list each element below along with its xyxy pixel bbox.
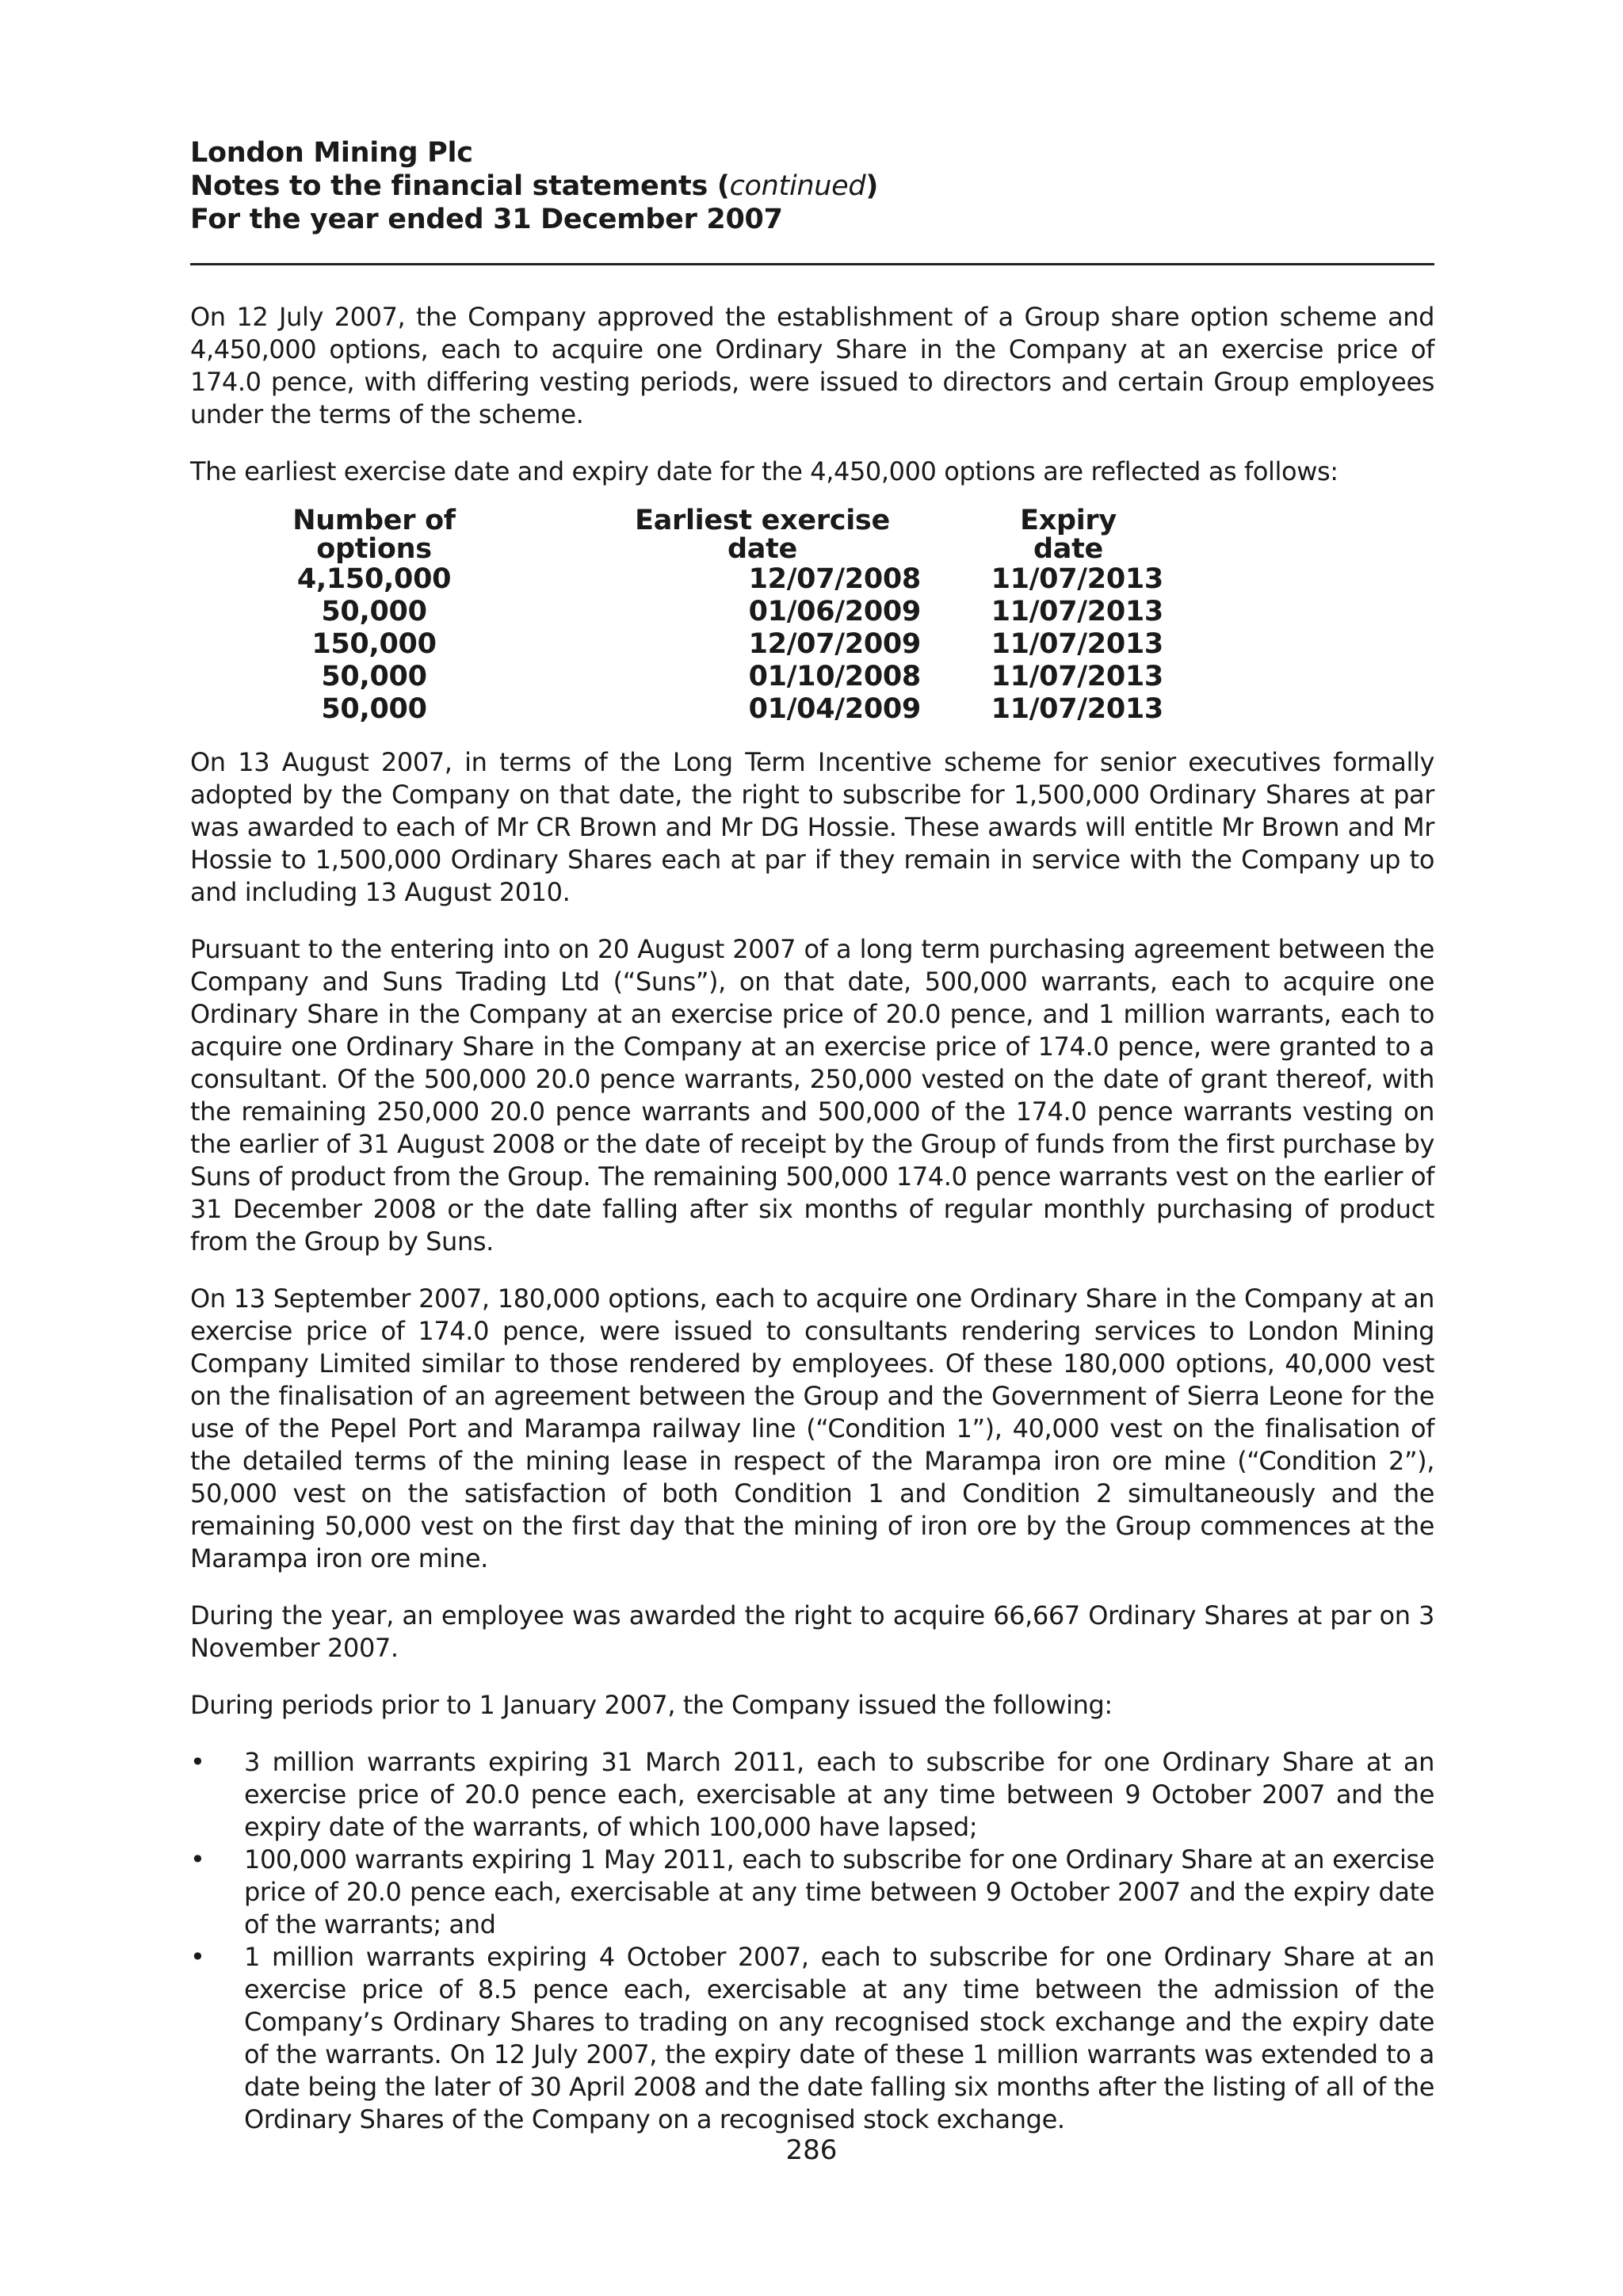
list-item-text: 100,000 warrants expiring 1 May 2011, each to subscribe for one Ordinary Share at an exercise price of 20.0 pence each, exercisable at any time between 9 October 2007 and the expiry date of the warrants; and (244, 1844, 1434, 1939)
cell-earliest: 12/07/2009 (748, 628, 921, 660)
cell-expiry: 11/07/2013 (991, 563, 1163, 595)
paragraph-prior-periods: During periods prior to 1 January 2007, the Company issued the following: (190, 1690, 1113, 1720)
header-divider (190, 263, 1434, 265)
cell-earliest: 01/10/2008 (748, 661, 921, 692)
notes-title-text: Notes to the financial statements ( (190, 170, 730, 202)
table-row (239, 596, 1163, 628)
notes-close: ) (865, 170, 879, 202)
cell-expiry: 11/07/2013 (991, 661, 1163, 692)
list-item (190, 1746, 1434, 1844)
cell-number: 50,000 (321, 596, 427, 627)
company-name: London Mining Plc (190, 137, 473, 169)
bullet-icon: • (190, 1844, 205, 1875)
table-row (239, 563, 1163, 596)
bullet-icon: • (190, 1942, 205, 1972)
paragraph-options-intro: The earliest exercise date and expiry date for the 4,450,000 options are reflected as follows: (190, 456, 1338, 486)
header-expiry-date (926, 506, 1163, 563)
warrants-list (190, 1746, 1434, 2136)
period-title: For the year ended 31 December 2007 (190, 204, 783, 235)
paragraph-share-option-scheme: On 12 July 2007, the Company approved the establishment of a Group share option scheme and 4,450,000 options, each to acquire one Ordinary Share in the Company at an exercise price of 174.0 pence, with differing vesting periods, were issued to directors and certain Group employees under the terms of the scheme. (190, 302, 1434, 429)
options-table (239, 506, 1163, 726)
list-item-text: 3 million warrants expiring 31 March 2011, each to subscribe for one Ordinary Share at an exercise price of 20.0 pence each, exercisable at any time between 9 October 2007 and the expiry date of the warrants, of which 100,000 have lapsed; (244, 1747, 1434, 1842)
bullet-icon: • (190, 1747, 205, 1777)
page-number: 286 (785, 2134, 838, 2166)
paragraph-suns-warrants: Pursuant to the entering into on 20 August 2007 of a long term purchasing agreement between the Company and Suns Trading Ltd (“Suns”), on that date, 500,000 warrants, each to acquire one Ordinary Share in the Company at an exercise price of 20.0 pence, and 1 million warrants, each to acquire one Ordinary Share in the Company at an exercise price of 174.0 pence, were granted to a consultant. Of the 500,000 20.0 pence warrants, 250,000 vested on the date of grant thereof, with the remaining 250,000 20.0 pence warrants and 500,000 of the 174.0 pence warrants vesting on the earlier of 31 August 2008 or the date of receipt by the Group of funds from the first purchase by Suns of product from the Group. The remaining 500,000 174.0 pence warrants vest on the earlier of 31 December 2008 or the date falling after six months of regular monthly purchasing of product from the Group by Suns. (190, 934, 1434, 1257)
cell-number: 50,000 (321, 661, 427, 692)
cell-expiry: 11/07/2013 (991, 628, 1163, 660)
table-row (239, 693, 1163, 726)
table-row (239, 628, 1163, 661)
list-item (190, 1844, 1434, 1941)
header-earliest-line2: date (727, 533, 797, 565)
header-expiry-line2: date (1033, 533, 1103, 565)
cell-number: 50,000 (321, 693, 427, 725)
cell-number: 4,150,000 (296, 563, 452, 595)
page-body (190, 301, 1434, 2136)
paragraph-employee-award: During the year, an employee was awarded the right to acquire 66,667 Ordinary Shares at par on 3 November 2007. (190, 1600, 1434, 1663)
cell-expiry: 11/07/2013 (991, 596, 1163, 627)
header-number-of-options: Number of options (292, 505, 456, 565)
cell-earliest: 12/07/2008 (748, 563, 921, 595)
notes-continued: continued (729, 170, 866, 202)
cell-earliest: 01/04/2009 (748, 693, 921, 725)
cell-earliest: 01/06/2009 (748, 596, 921, 627)
cell-number: 150,000 (311, 628, 437, 660)
notes-title (190, 170, 1434, 203)
paragraph-long-term-incentive: On 13 August 2007, in terms of the Long Term Incentive scheme for senior executives formally adopted by the Company on that date, the right to subscribe for 1,500,000 Ordinary Shares at par was awarded to each of Mr CR Brown and Mr DG Hossie. These awards will entitle Mr Brown and Mr Hossie to 1,500,000 Ordinary Shares each at par if they remain in service with the Company up to and including 13 August 2010. (190, 747, 1434, 907)
paragraph-consultant-options: On 13 September 2007, 180,000 options, each to acquire one Ordinary Share in the Company at an exercise price of 174.0 pence, were issued to consultants rendering services to London Mining Company Limited similar to those rendered by employees. Of these 180,000 options, 40,000 vest on the finalisation of an agreement between the Group and the Government of Sierra Leone for the use of the Pepel Port and Marampa railway line (“Condition 1”), 40,000 vest on the finalisation of the detailed terms of the mining lease in respect of the Marampa iron ore mine (“Condition 2”), 50,000 vest on the satisfaction of both Condition 1 and Condition 2 simultaneously and the remaining 50,000 vest on the first day that the mining of iron ore by the Group commences at the Marampa iron ore mine. (190, 1283, 1434, 1573)
list-item-text: 1 million warrants expiring 4 October 2007, each to subscribe for one Ordinary Share at an exercise price of 8.5 pence each, exercisable at any time between the admission of the Company’s Ordinary Shares to trading on any recognised stock exchange and the expiry date of the warrants. On 12 July 2007, the expiry date of these 1 million warrants was extended to a date being the later of 30 April 2008 and the date falling six months after the listing of all of the Ordinary Shares of the Company on a recognised stock exchange. (244, 1942, 1434, 2134)
header-earliest-line1: Earliest exercise (635, 505, 890, 536)
cell-expiry: 11/07/2013 (991, 693, 1163, 725)
header-earliest-exercise-date (509, 506, 926, 563)
header-expiry-line1: Expiry (1020, 505, 1117, 536)
options-table-header (239, 506, 1163, 563)
list-item (190, 1941, 1434, 2136)
table-row (239, 661, 1163, 693)
page-header (190, 136, 1434, 236)
